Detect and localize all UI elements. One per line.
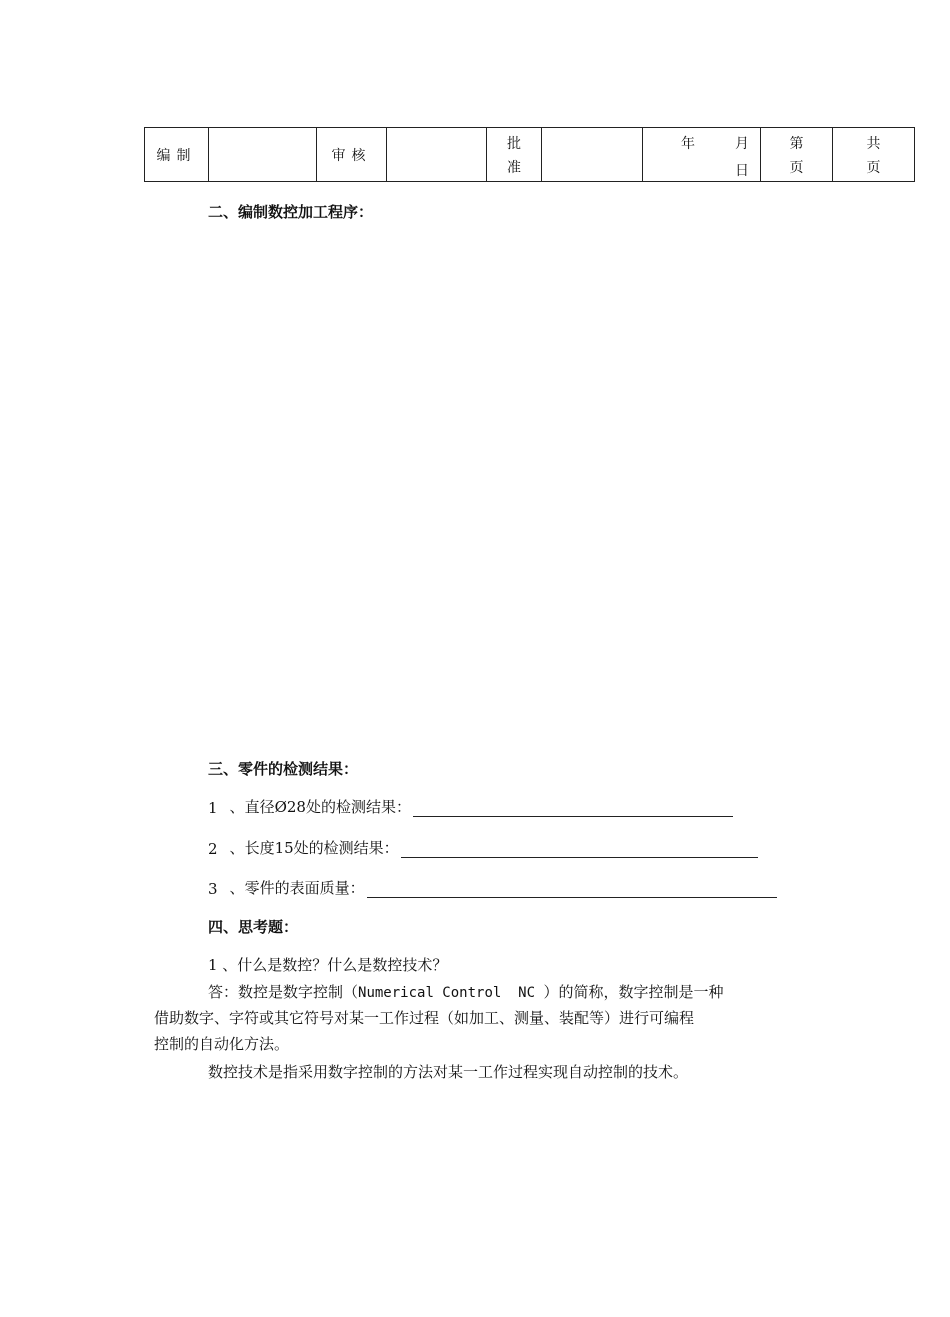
answer-prefix: 答：数控是数字控制（ (208, 983, 359, 1001)
approved-label-bottom: 准 (507, 159, 521, 176)
item-text: 直径Ø28处的检测结果： (244, 798, 411, 816)
inspection-item-2 (208, 837, 758, 858)
answer-blank[interactable] (401, 841, 758, 858)
item-text: 零件的表面质量： (244, 879, 365, 897)
prepared-field[interactable] (209, 128, 317, 182)
reviewed-field[interactable] (387, 128, 487, 182)
item-number: 2 (208, 840, 218, 858)
answer-suffix: ）的简称，数字控制是一种 (543, 983, 724, 1001)
item-text: 长度15处的检测结果： (244, 839, 399, 857)
answer-blank[interactable] (413, 800, 733, 817)
section4-title: 四、思考题： (208, 918, 299, 936)
item-separator: 、 (229, 879, 245, 897)
total-label-bottom: 页 (866, 159, 881, 176)
prepared-label: 编制 (145, 128, 209, 182)
section2-title: 二、编制数控加工程序： (208, 203, 374, 221)
item-number: 1 (208, 799, 218, 817)
page-label-bottom: 页 (789, 159, 804, 176)
approved-label (487, 128, 542, 182)
total-label-top: 共 (866, 135, 881, 152)
inspection-item-1 (208, 796, 733, 817)
answer-line-1 (208, 979, 723, 1006)
answer-line-2: 借助数字、字符或其它符号对某一工作过程（如加工、测量、装配等）进行可编程 (154, 1009, 695, 1027)
page-label-top: 第 (789, 135, 804, 152)
section3-title: 三、零件的检测结果： (208, 760, 359, 778)
answer-paragraph-2: 数控技术是指采用数字控制的方法对某一工作过程实现自动控制的技术。 (208, 1063, 689, 1081)
date-day-label: 日 (735, 163, 749, 179)
approved-label-top: 批 (507, 135, 521, 152)
page-number-field[interactable] (761, 128, 833, 182)
answer-line-3: 控制的自动化方法。 (154, 1035, 290, 1053)
answer-term: Numerical Control NC (358, 985, 544, 1001)
date-field[interactable] (643, 128, 761, 182)
item-separator: 、 (229, 839, 245, 857)
signoff-table (144, 127, 915, 182)
item-number: 3 (208, 880, 218, 898)
item-separator: 、 (229, 798, 245, 816)
answer-blank[interactable] (367, 881, 777, 898)
question-1: 1 、什么是数控？什么是数控技术？ (208, 956, 448, 974)
total-pages-field[interactable] (833, 128, 915, 182)
date-month-label: 月 (735, 136, 749, 152)
approved-field[interactable] (542, 128, 643, 182)
reviewed-label: 审核 (317, 128, 387, 182)
date-year-label: 年 (681, 136, 695, 152)
inspection-item-3 (208, 877, 777, 898)
